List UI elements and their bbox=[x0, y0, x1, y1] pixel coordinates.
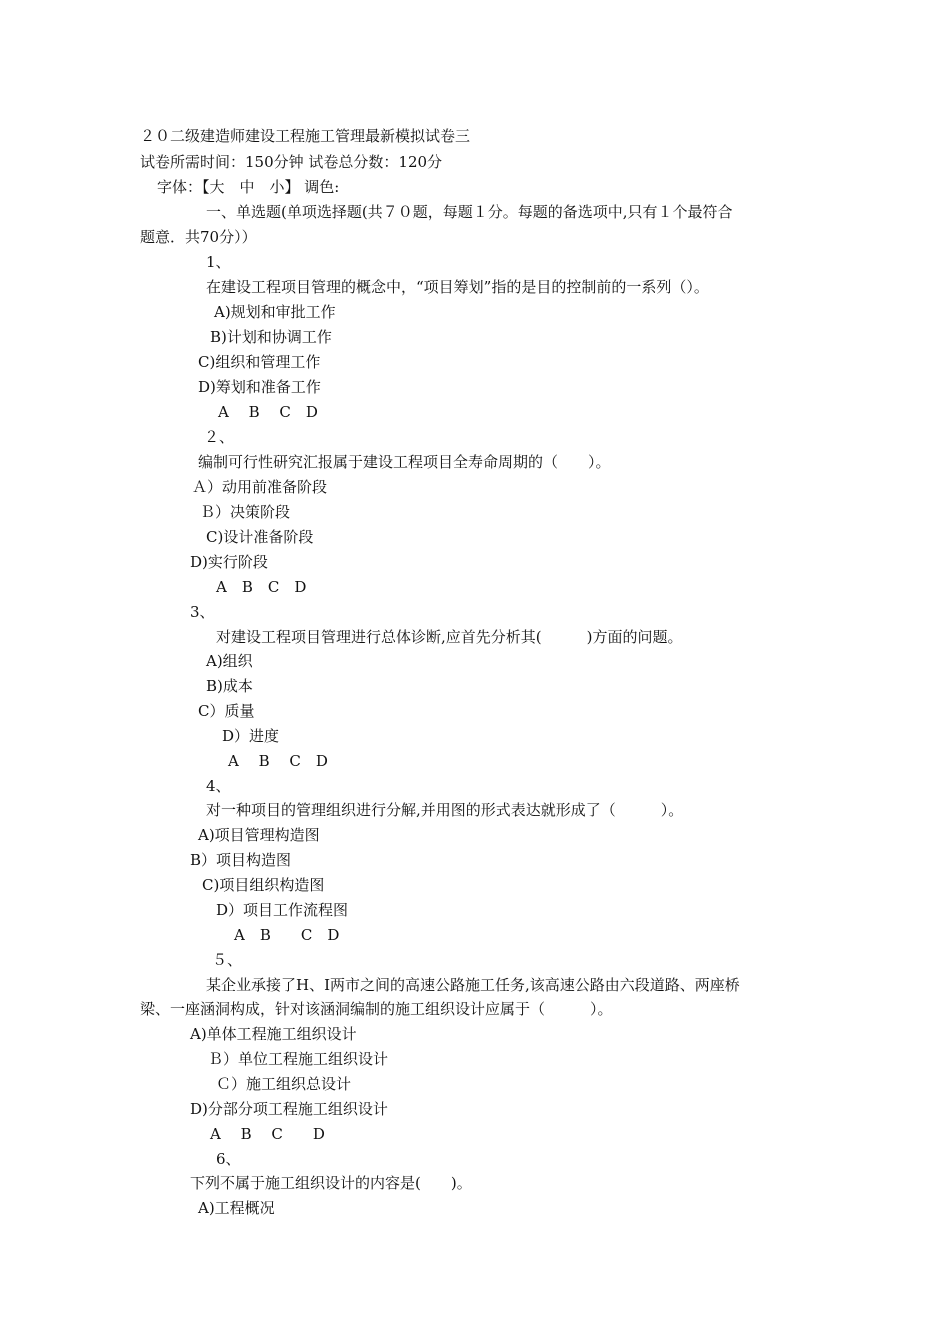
option-b: Ｂ）决策阶段 bbox=[200, 503, 291, 521]
option-b: Ｂ）单位工程施工组织设计 bbox=[208, 1050, 389, 1068]
exam-meta: 试卷所需时间：150分钟 试卷总分数：120分 bbox=[140, 153, 443, 171]
option-c: C)项目组织构造图 bbox=[202, 876, 325, 894]
section-heading: 一、单选题(单项选择题(共７０题，每题１分。每题的备选项中,只有１个最符合 bbox=[206, 203, 733, 221]
question-stem: 对一种项目的管理组织进行分解,并用图的形式表达就形成了（ ）。 bbox=[206, 801, 684, 819]
option-a: A)组织 bbox=[206, 652, 253, 670]
question-number: ２、 bbox=[204, 428, 235, 446]
question-number: 6、 bbox=[216, 1150, 241, 1168]
question-number: 3、 bbox=[190, 603, 215, 621]
option-a: A)项目管理构造图 bbox=[198, 826, 320, 844]
option-b: B）项目构造图 bbox=[190, 851, 292, 869]
question-stem: 下列不属于施工组织设计的内容是( )。 bbox=[190, 1174, 472, 1192]
font-size-controls[interactable]: 字体：【大 中 小】 调色: bbox=[157, 178, 340, 196]
option-a: Ａ）动用前准备阶段 bbox=[192, 478, 328, 496]
option-d: D）进度 bbox=[222, 727, 280, 745]
question-stem: 在建设工程项目管理的概念中，“项目筹划”指的是目的控制前的一系列（）。 bbox=[206, 278, 709, 296]
option-d: D)筹划和准备工作 bbox=[198, 378, 321, 396]
document-title: ２０二级建造师建设工程施工管理最新模拟试卷三 bbox=[140, 127, 471, 145]
option-c: Ｃ）施工组织总设计 bbox=[216, 1075, 352, 1093]
answer-choices[interactable]: A B C D bbox=[210, 1125, 325, 1143]
option-d: D)分部分项工程施工组织设计 bbox=[190, 1100, 388, 1118]
question-stem: 某企业承接了H、I两市之间的高速公路施工任务,该高速公路由六段道路、两座桥 bbox=[206, 976, 740, 994]
option-d: D)实行阶段 bbox=[190, 553, 268, 571]
option-a: A)规划和审批工作 bbox=[214, 303, 336, 321]
option-c: C)组织和管理工作 bbox=[198, 353, 321, 371]
question-stem: 编制可行性研究汇报属于建设工程项目全寿命周期的（ ）。 bbox=[198, 453, 611, 471]
question-stem-cont: 梁、一座涵洞构成，针对该涵洞编制的施工组织设计应属于（ ）。 bbox=[140, 1000, 613, 1018]
option-d: D）项目工作流程图 bbox=[216, 901, 349, 919]
answer-choices[interactable]: A B C D bbox=[216, 578, 307, 596]
answer-choices[interactable]: A B C D bbox=[218, 403, 318, 421]
section-heading-cont: 题意．共70分）） bbox=[140, 228, 257, 246]
option-c: C)设计准备阶段 bbox=[206, 528, 314, 546]
answer-choices[interactable]: A B C D bbox=[228, 752, 328, 770]
question-number: 4、 bbox=[206, 777, 231, 795]
answer-choices[interactable]: A B C D bbox=[234, 926, 340, 944]
question-stem: 对建设工程项目管理进行总体诊断,应首先分析其( )方面的问题。 bbox=[216, 628, 683, 646]
question-number: ５、 bbox=[212, 951, 243, 969]
option-a: A)工程概况 bbox=[198, 1199, 275, 1217]
question-number: 1、 bbox=[206, 253, 231, 271]
option-a: A)单体工程施工组织设计 bbox=[190, 1025, 357, 1043]
option-c: C）质量 bbox=[198, 702, 255, 720]
option-b: B)成本 bbox=[206, 677, 253, 695]
option-b: B)计划和协调工作 bbox=[210, 328, 332, 346]
